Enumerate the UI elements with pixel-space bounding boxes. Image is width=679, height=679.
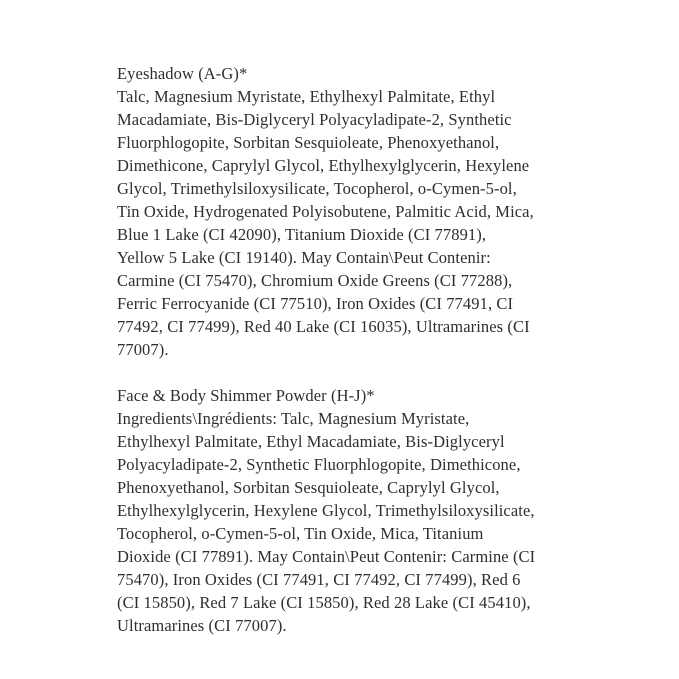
ingredient-line: Blue 1 Lake (CI 42090), Titanium Dioxide (CI 77891),: [117, 225, 487, 244]
ingredient-line: (CI 15850), Red 7 Lake (CI 15850), Red 28 Lake (CI 45410),: [117, 593, 531, 612]
ingredient-line: 77007).: [117, 340, 169, 359]
ingredient-line: Talc, Magnesium Myristate, Ethylhexyl Palmitate, Ethyl: [117, 87, 496, 106]
section-eyeshadow: [117, 62, 587, 361]
ingredient-line: Phenoxyethanol, Sorbitan Sesquioleate, Caprylyl Glycol,: [117, 478, 500, 497]
ingredient-line: 77492, CI 77499), Red 40 Lake (CI 16035), Ultramarines (CI: [117, 317, 530, 336]
section-heading-shimmer-powder: Face & Body Shimmer Powder (H-J)*: [117, 386, 375, 405]
ingredient-line: Ethylhexyl Palmitate, Ethyl Macadamiate, Bis-Diglyceryl: [117, 432, 505, 451]
ingredient-line: Polyacyladipate-2, Synthetic Fluorphlogopite, Dimethicone,: [117, 455, 521, 474]
ingredient-line: Glycol, Trimethylsiloxysilicate, Tocopherol, o-Cymen-5-ol,: [117, 179, 517, 198]
ingredient-line: 75470), Iron Oxides (CI 77491, CI 77492, CI 77499), Red 6: [117, 570, 521, 589]
ingredient-line: Tin Oxide, Hydrogenated Polyisobutene, Palmitic Acid, Mica,: [117, 202, 534, 221]
ingredient-line: Yellow 5 Lake (CI 19140). May Contain\Peut Contenir:: [117, 248, 491, 267]
ingredient-line: Tocopherol, o-Cymen-5-ol, Tin Oxide, Mica, Titanium: [117, 524, 484, 543]
ingredient-line: Ingredients\Ingrédients: Talc, Magnesium Myristate,: [117, 409, 470, 428]
ingredients-text-block: [117, 62, 587, 637]
ingredient-line: Carmine (CI 75470), Chromium Oxide Greens (CI 77288),: [117, 271, 513, 290]
ingredient-line: Dioxide (CI 77891). May Contain\Peut Contenir: Carmine (CI: [117, 547, 536, 566]
ingredient-line: Ethylhexylglycerin, Hexylene Glycol, Trimethylsiloxysilicate,: [117, 501, 535, 520]
ingredient-line: Ferric Ferrocyanide (CI 77510), Iron Oxides (CI 77491, CI: [117, 294, 514, 313]
section-shimmer-powder: [117, 384, 587, 637]
ingredient-line: Dimethicone, Caprylyl Glycol, Ethylhexylglycerin, Hexylene: [117, 156, 530, 175]
ingredient-line: Ultramarines (CI 77007).: [117, 616, 287, 635]
ingredient-line: Macadamiate, Bis-Diglyceryl Polyacyladipate-2, Synthetic: [117, 110, 512, 129]
ingredient-line: Fluorphlogopite, Sorbitan Sesquioleate, Phenoxyethanol,: [117, 133, 500, 152]
section-heading-eyeshadow: Eyeshadow (A-G)*: [117, 64, 248, 83]
